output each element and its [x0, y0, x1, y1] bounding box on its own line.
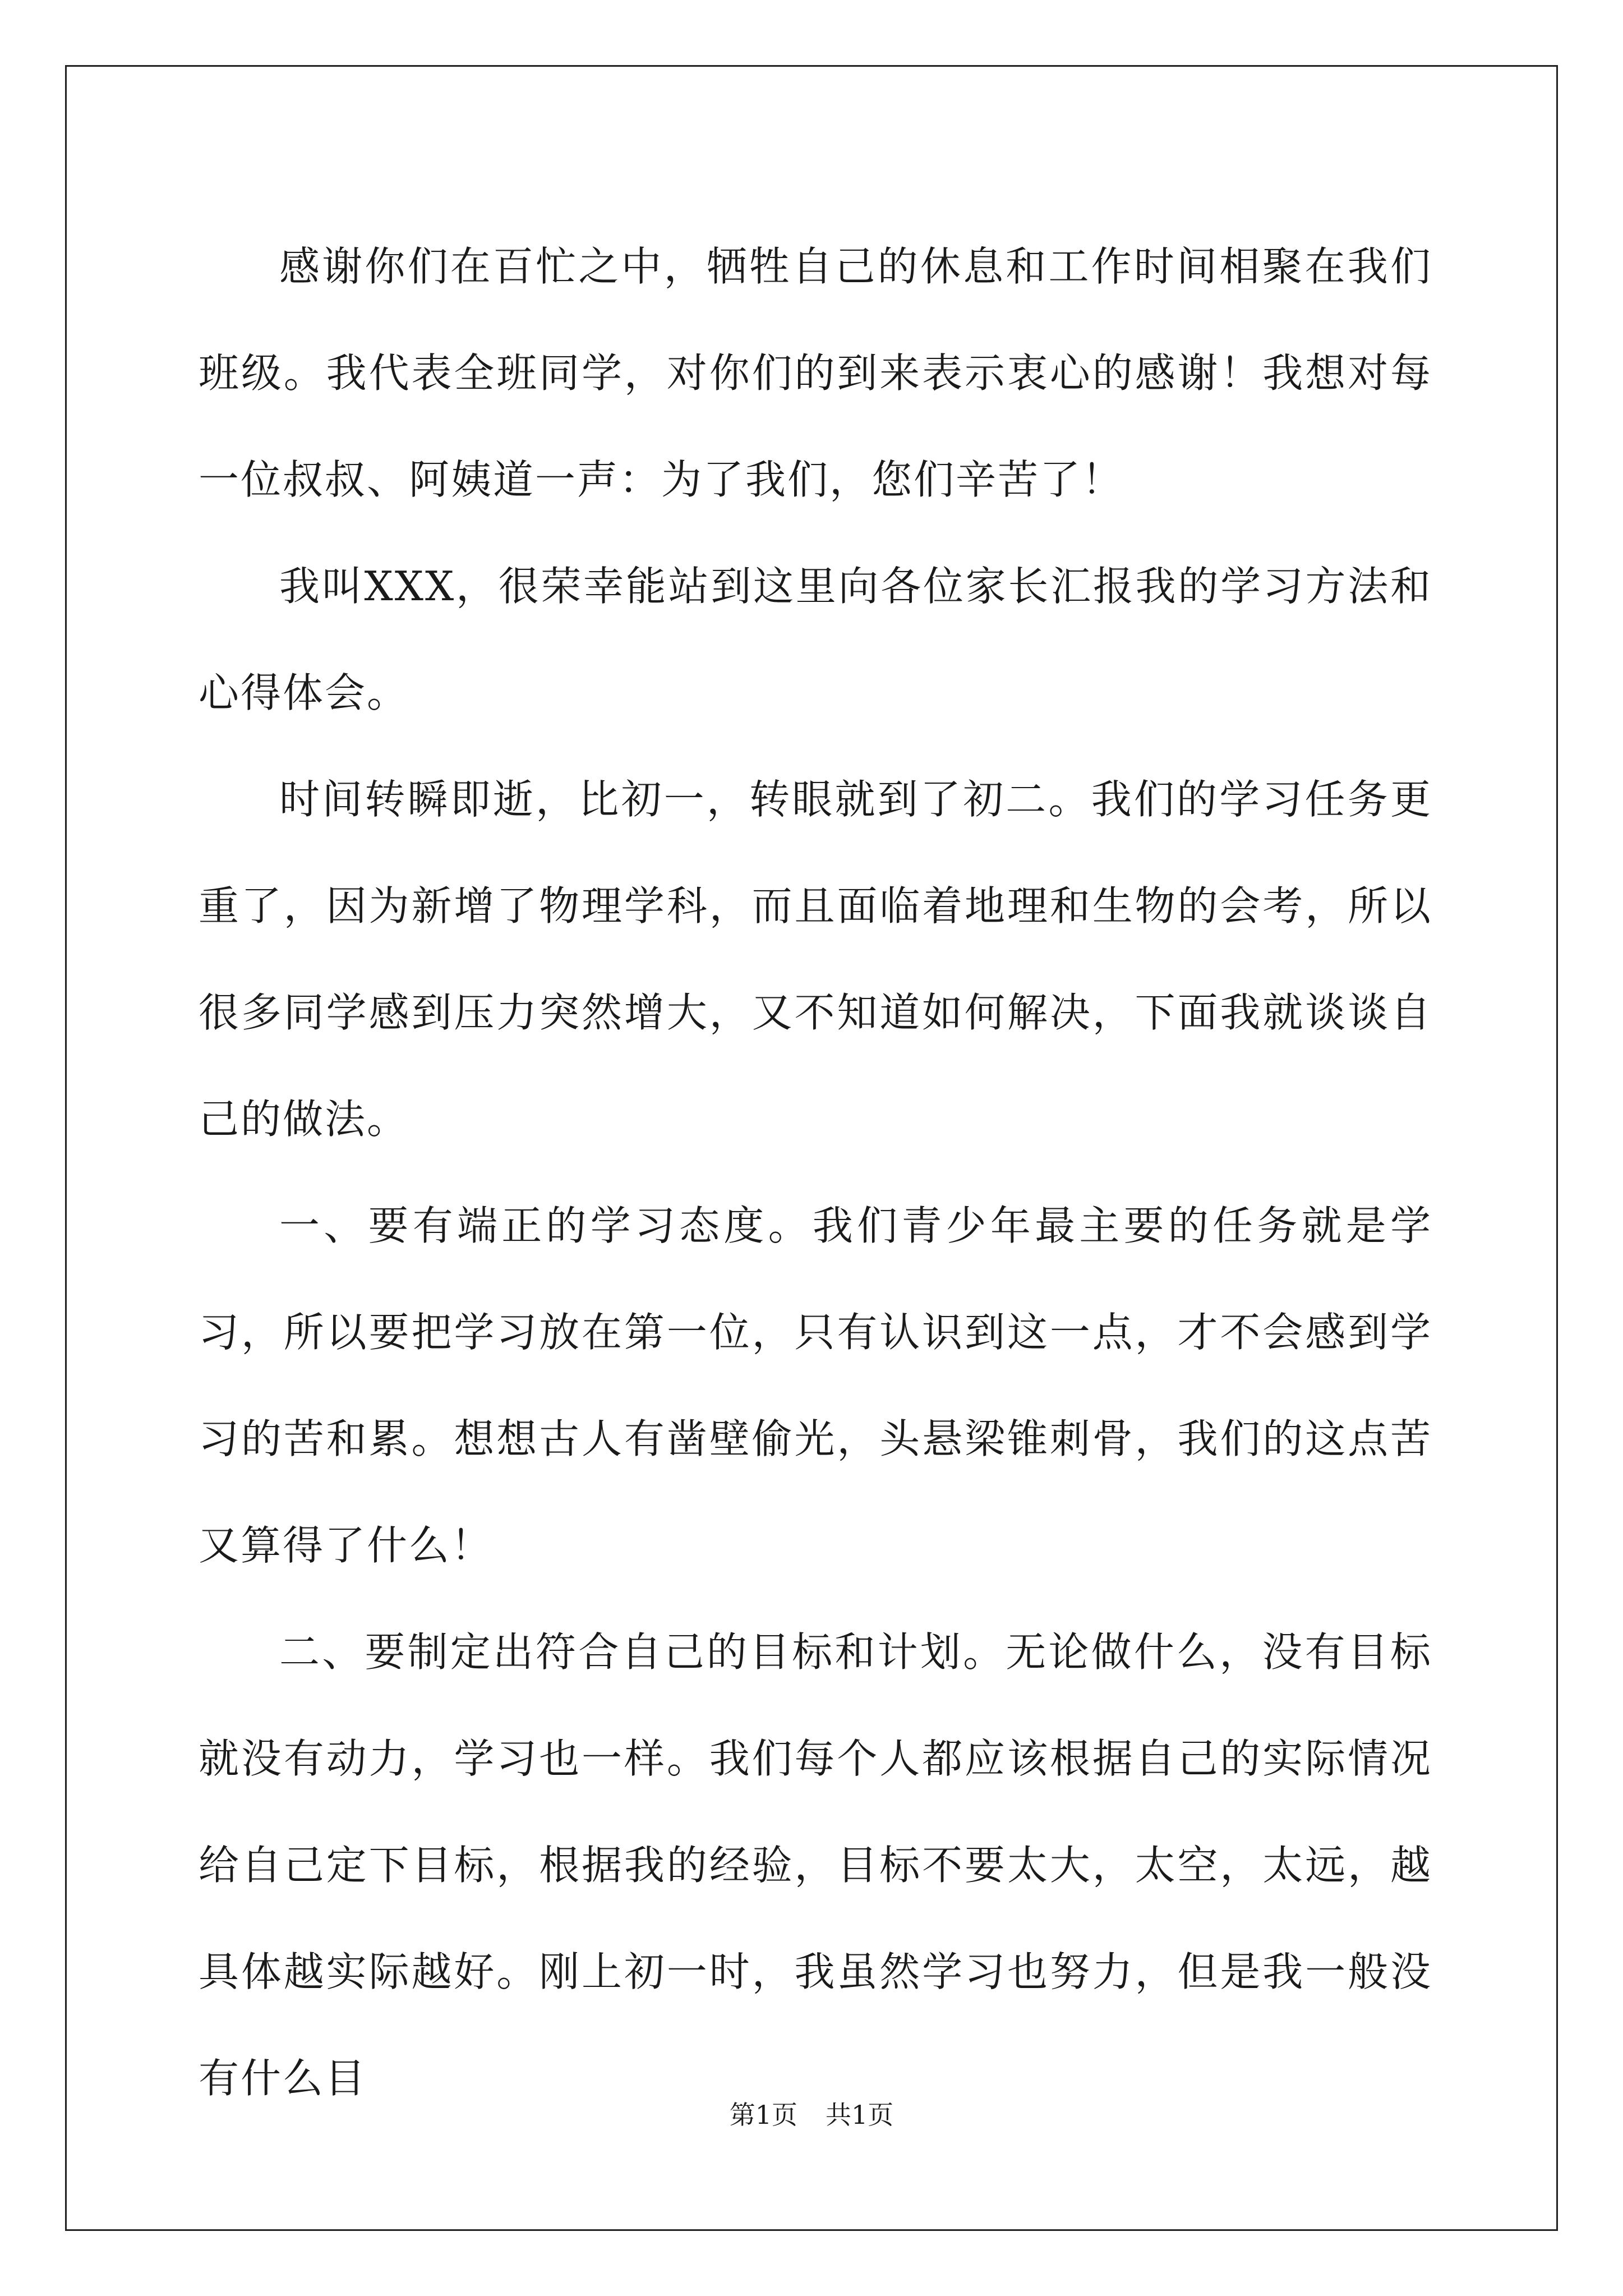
document-body: [199, 213, 1432, 2132]
page-footer: [0, 2098, 1623, 2132]
paragraph-point-two: 二、要制定出符合自己的目标和计划。无论做什么，没有目标就没有动力，学习也一样。我们每个人都应该根据自己的实际情况给自己定下目标，根据我的经验，目标不要太大，太空，太远，越具体越实际越好。刚上初一时，我虽然学习也努力，但是我一般没有什么目: [199, 1628, 1432, 2102]
paragraph-introduction: 我叫XXX，很荣幸能站到这里向各位家长汇报我的学习方法和心得体会。: [199, 563, 1432, 716]
paragraph-thanks: 感谢你们在百忙之中，牺牲自己的休息和工作时间相聚在我们班级。我代表全班同学，对你们的到来表示衷心的感谢！我想对每一位叔叔、阿姨道一声：为了我们，您们辛苦了！: [199, 243, 1432, 503]
paragraph-point-one: 一、要有端正的学习态度。我们青少年最主要的任务就是学习，所以要把学习放在第一位，只有认识到这一点，才不会感到学习的苦和累。想想古人有凿壁偷光，头悬梁锥刺骨，我们的这点苦又算得了什么！: [199, 1202, 1432, 1569]
paragraph-time-passes: 时间转瞬即逝，比初一，转眼就到了初二。我们的学习任务更重了，因为新增了物理学科，而且面临着地理和生物的会考，所以很多同学感到压力突然增大，又不知道如何解决，下面我就谈谈自己的做法。: [199, 776, 1432, 1143]
page-number: 第1页: [729, 2100, 797, 2130]
page-total: 共1页: [826, 2100, 894, 2130]
